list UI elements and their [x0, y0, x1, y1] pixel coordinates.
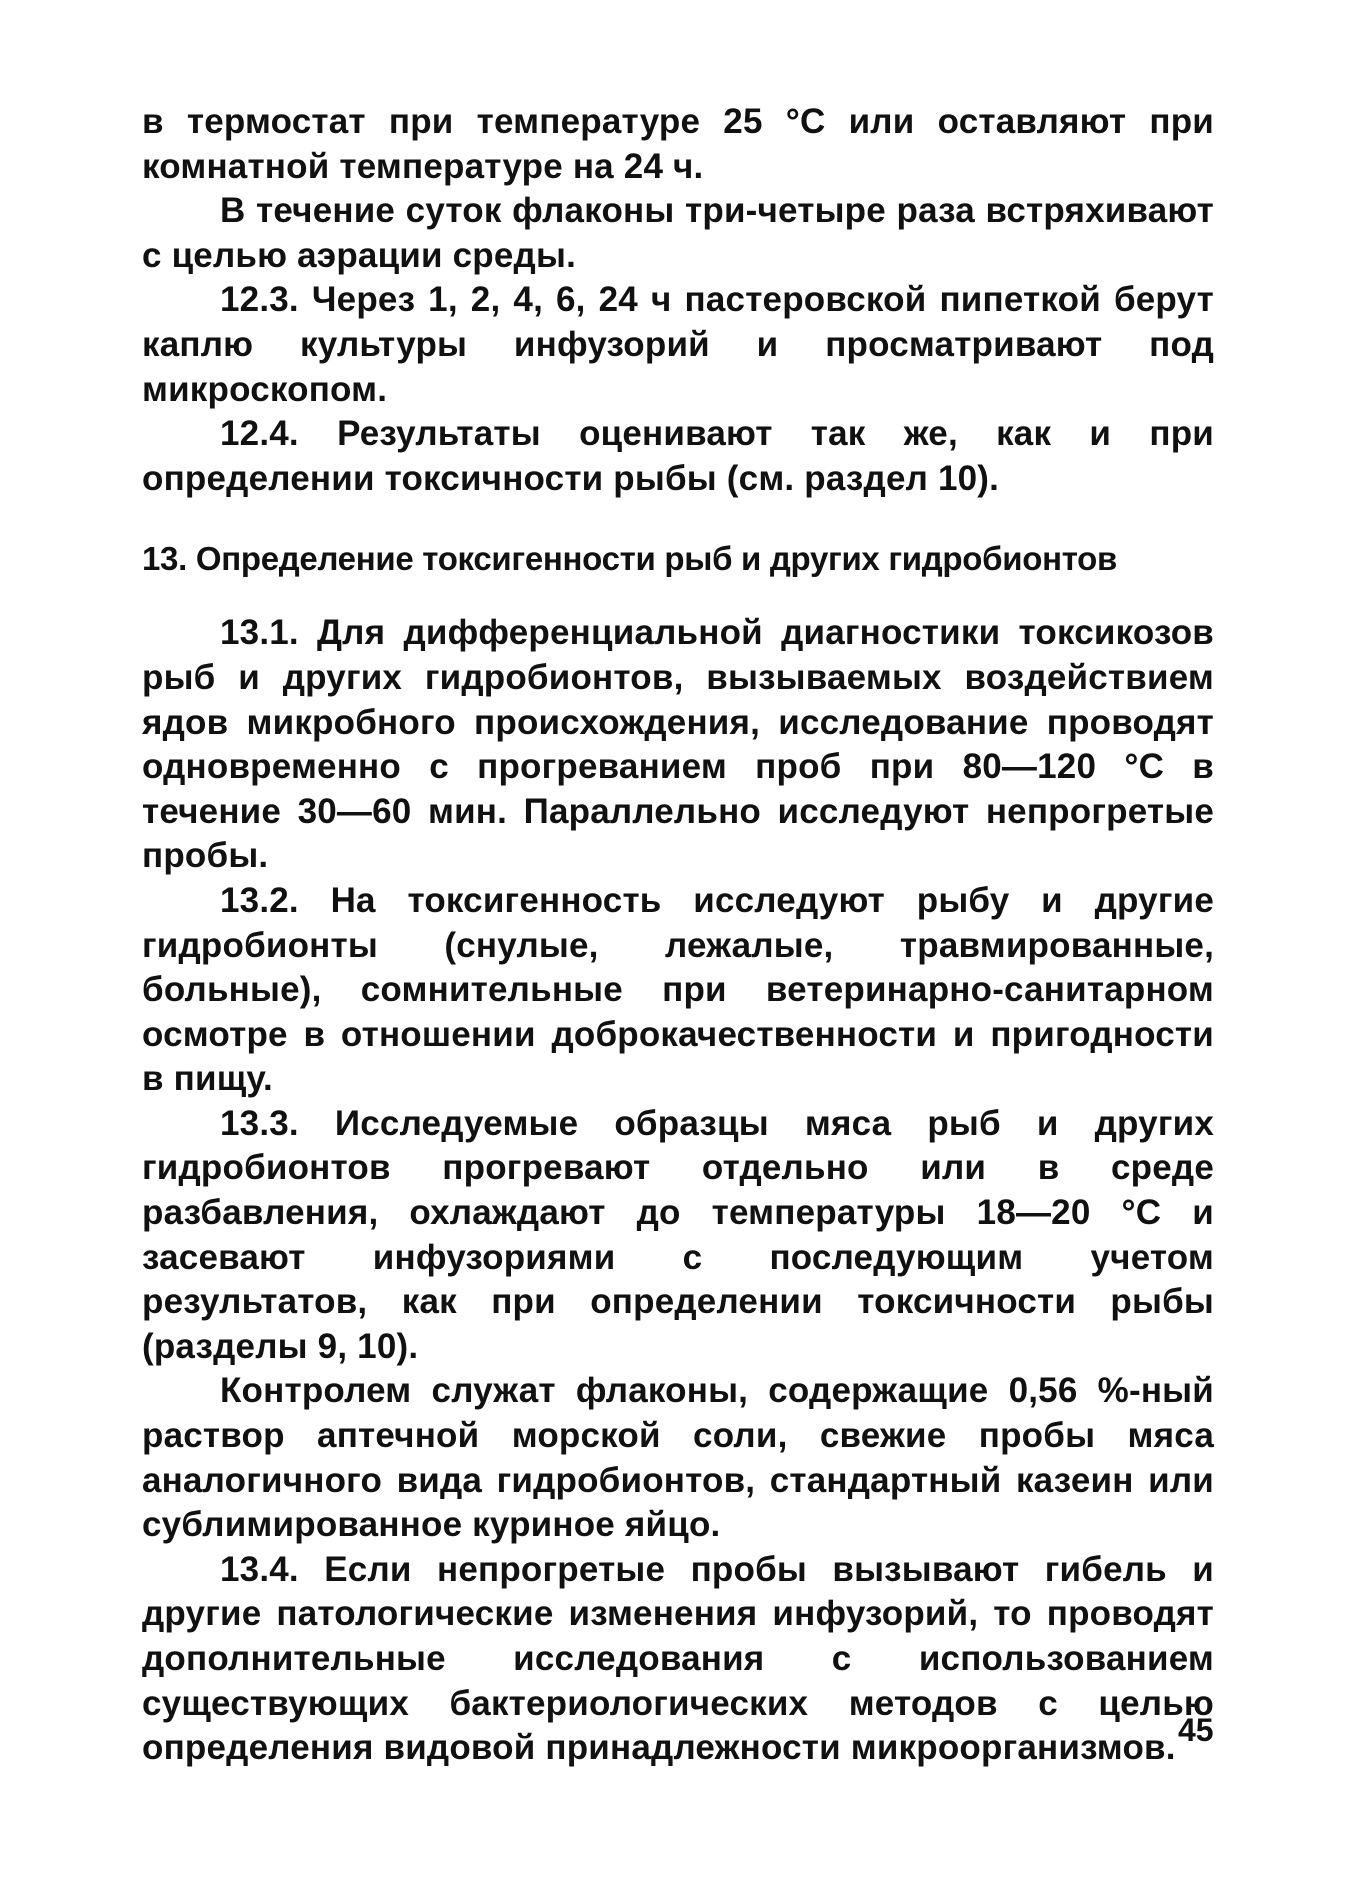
paragraph-13-3: 13.3. Исследуемые образцы мяса рыб и других гидробионтов прогревают отдельно или в среде разбавления, охлаждают до температуры 18—20 °С и засевают инфузориями с последующим учетом результатов, как при определении токсичности рыбы (разделы 9, 10). — [142, 1103, 1214, 1366]
paragraph-continuation: в термостат при температуре 25 °С или оставляют при комнатной температуре на 24 ч. — [142, 102, 1214, 186]
paragraph-12-3: 12.3. Через 1, 2, 4, 6, 24 ч пастеровской пипеткой берут каплю культуры инфузорий и просматривают под микроскопом. — [142, 280, 1214, 409]
page-number: 45 — [1178, 1712, 1214, 1748]
paragraph-13-2: 13.2. На токсигенность исследуют рыбу и другие гидробионты (снулые, лежалые, травмированные, больные), сомнительные при ветеринарно-санитарном осмотре в отношении доброкачественности и пригодности в пищу. — [142, 880, 1214, 1099]
section-heading-13: 13. Определение токсигенности рыб и других гидробионтов — [142, 540, 1117, 578]
paragraph-13-4: 13.4. Если непрогретые пробы вызывают гибель и другие патологические изменения инфузорий, то проводят дополнительные исследования с использованием существующих бактериологических методов с целью определения видовой принадлежности микроорганизмов. — [142, 1549, 1214, 1768]
paragraph-13-1: 13.1. Для дифференциальной диагностики токсикозов рыб и других гидробионтов, вызываемых воздействием ядов микробного происхождения, исследование проводят одновременно с прогреванием проб при 80—120 °С в течение 30—60 мин. Параллельно исследуют непрогретые пробы. — [142, 613, 1214, 876]
document-page — [142, 100, 1214, 1771]
paragraph-shaking: В течение суток флаконы три-четыре раза встряхивают с целью аэрации среды. — [142, 191, 1214, 275]
paragraph-12-4: 12.4. Результаты оценивают так же, как и при определении токсичности рыбы (см. раздел 10). — [142, 414, 1214, 498]
paragraph-control: Контролем служат флаконы, содержащие 0,56 %-ный раствор аптечной морской соли, свежие пробы мяса аналогичного вида гидробионтов, стандартный казеин или сублимированное куриное яйцо. — [142, 1371, 1214, 1545]
